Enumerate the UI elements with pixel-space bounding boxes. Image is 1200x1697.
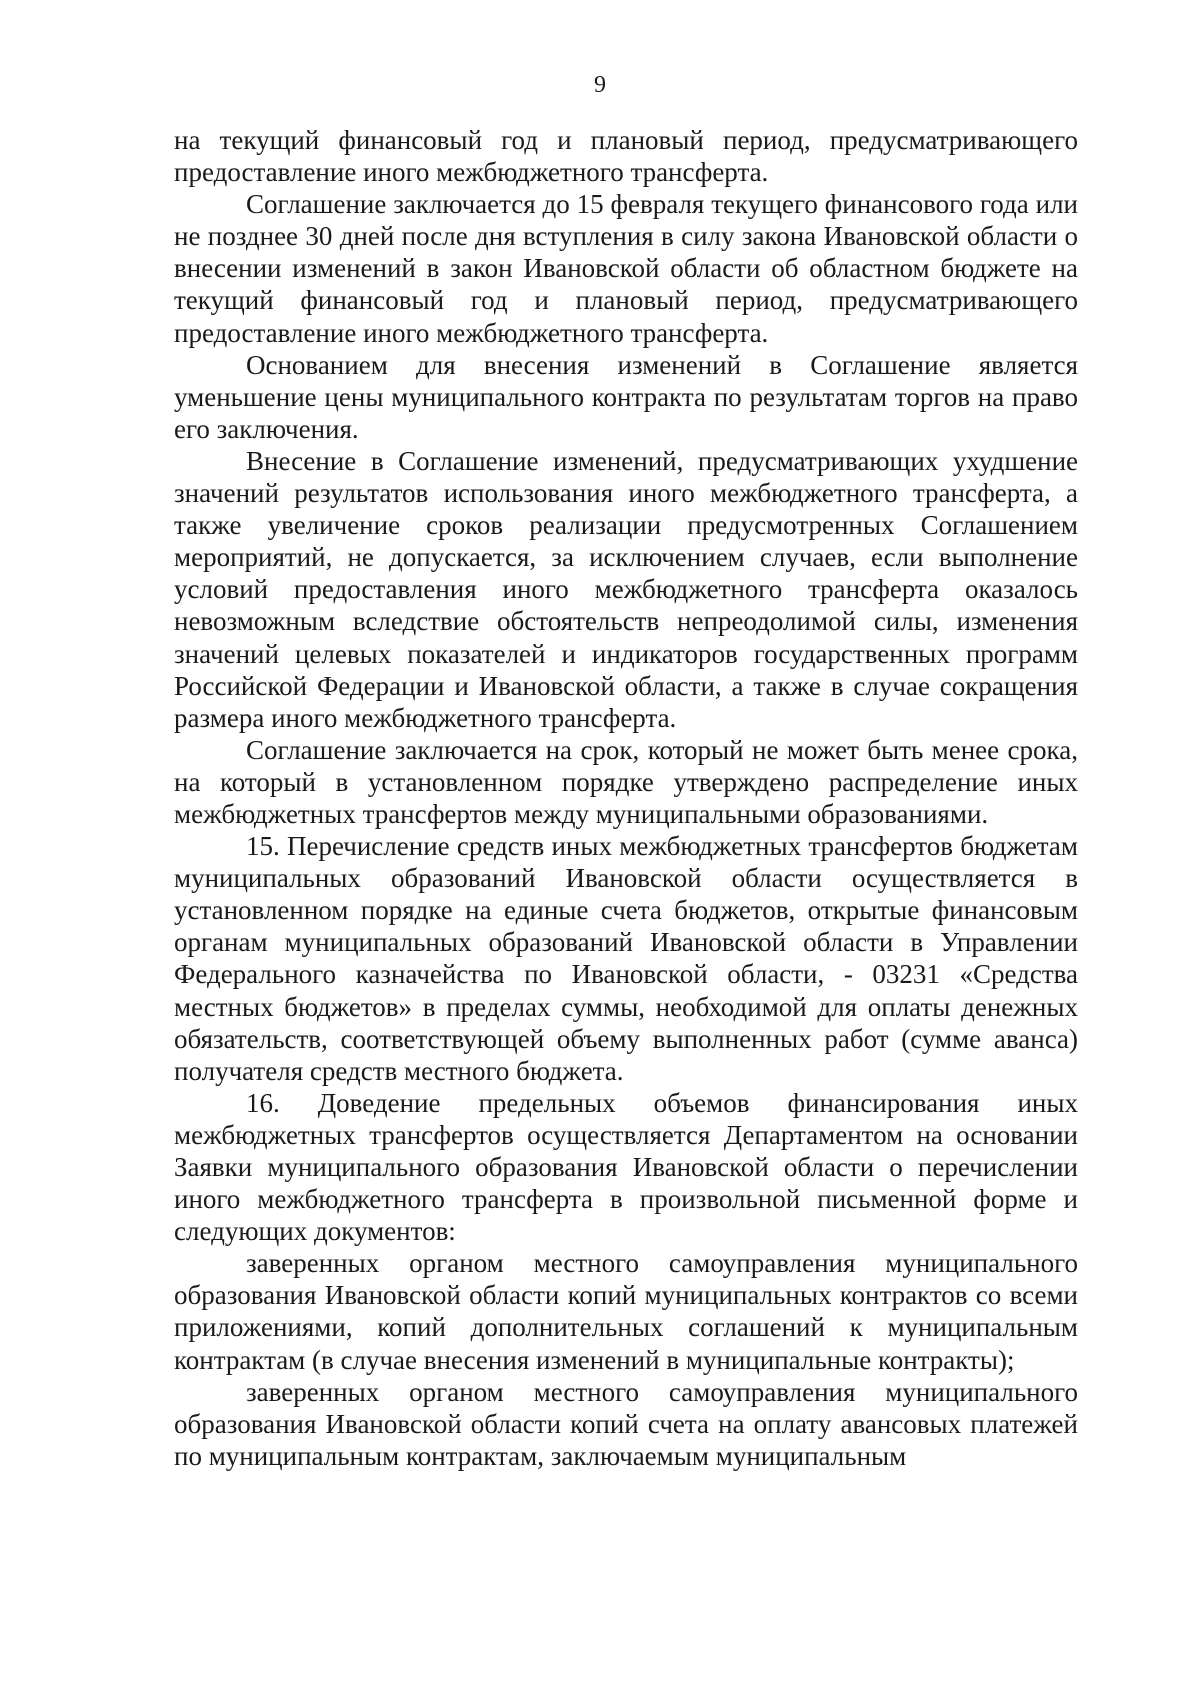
paragraph-amendment-basis: Основанием для внесения изменений в Соглашение является уменьшение цены муниципального контракта по результатам торгов на право его заключения. [174,349,1078,444]
paragraph-agreement-deadline: Соглашение заключается до 15 февраля текущего финансового года или не позднее 30 дней после дня вступления в силу закона Ивановской области о внесении изменений в закон Ивановской области об областном бюджете на текущий финансовый год и плановый период, предусматривающего предоставление иного межбюджетного трансферта. [174,189,1078,348]
paragraph-amendment-restrictions: Внесение в Соглашение изменений, предусматривающих ухудшение значений результатов использования иного межбюджетного трансферта, а также увеличение сроков реализации предусмотренных Соглашением мероприятий, не допускается, за исключением случаев, если выполнение условий предоставления иного межбюджетного трансферта оказалось невозможным вследствие обстоятельств непреодолимой силы, изменения значений целевых показателей и индикаторов государственных программ Российской Федерации и Ивановской области, а также в случае сокращения размера иного межбюджетного трансферта. [174,445,1078,733]
paragraph-item-16: 16. Доведение предельных объемов финансирования иных межбюджетных трансфертов осуществляется Департаментом на основании Заявки муниципального образования Ивановской области о перечислении иного межбюджетного трансферта в произвольной письменной форме и следующих документов: [174,1087,1078,1247]
paragraph-agreement-term: Соглашение заключается на срок, который не может быть менее срока, на который в установленном порядке утверждено распределение иных межбюджетных трансфертов между муниципальными образованиями. [174,734,1078,829]
paragraph-invoice-copies: заверенных органом местного самоуправления муниципального образования Ивановской области копий счета на оплату авансовых платежей по муниципальным контрактам, заключаемым муниципальным [174,1376,1078,1471]
paragraph-item-15: 15. Перечисление средств иных межбюджетных трансфертов бюджетам муниципальных образований Ивановской области осуществляется в установленном порядке на единые счета бюджетов, открытые финансовым органам муниципальных образований Ивановской области в Управлении Федерального казначейства по Ивановской области, - 03231 «Средства местных бюджетов» в пределах суммы, необходимой для оплаты денежных обязательств, соответствующей объему выполненных работ (сумме аванса) получателя средств местного бюджета. [174,831,1078,1086]
page-number: 9 [594,72,606,98]
paragraph-continuation: на текущий финансовый год и плановый период, предусматривающего предоставление иного межбюджетного трансферта. [174,125,1078,188]
document-body [174,124,1078,1472]
paragraph-contract-copies: заверенных органом местного самоуправления муниципального образования Ивановской области копий муниципальных контрактов со всеми приложениями, копий дополнительных соглашений к муниципальным контрактам (в случае внесения изменений в муниципальные контракты); [174,1248,1078,1375]
